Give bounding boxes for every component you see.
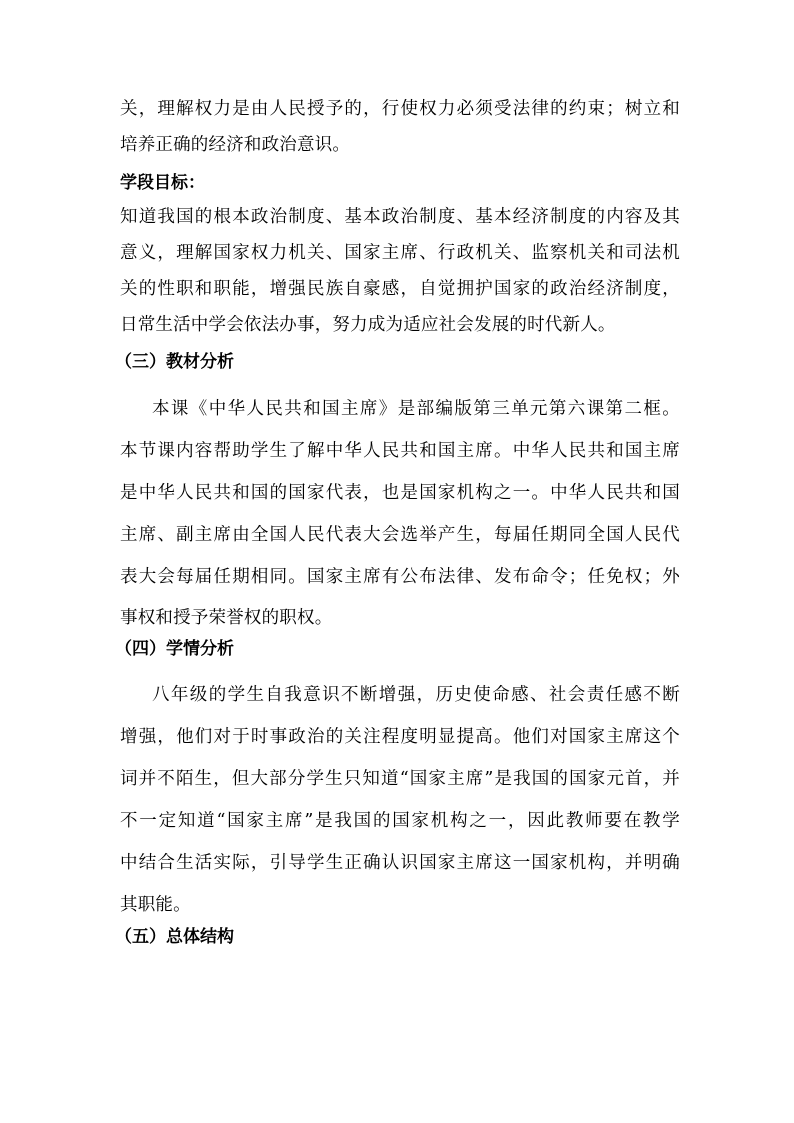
stage-goal-line-2: 意义，理解国家权力机关、国家主席、行政机关、监察机关和司法机 [120,243,680,263]
stage-goal-line-4: 日常生活中学会依法办事，努力成为适应社会发展的时代新人。 [120,315,616,335]
textbook-analysis-line-4: 主席、副主席由全国人民代表大会选举产生，每届任期同全国人民代 [120,525,680,545]
textbook-analysis-line-6: 事权和授予荣誉权的职权。 [120,608,333,628]
stage-goal-heading: 学段目标： [120,173,205,193]
textbook-analysis-line-1: 本课《中华人民共和国主席》是部编版第三单元第六课第二框。 [152,399,680,419]
stage-goal-line-3: 关的性职和职能，增强民族自豪感，自觉拥护国家的政治经济制度， [120,279,680,299]
section-heading-learner-analysis: （四）学情分析 [115,639,234,659]
stage-goal-line-1: 知道我国的根本政治制度、基本政治制度、基本经济制度的内容及其 [120,207,680,227]
learner-analysis-line-1: 八年级的学生自我意识不断增强，历史使命感、社会责任感不断 [152,685,680,705]
intro-line-1: 关，理解权力是由人民授予的，行使权力必须受法律的约束；树立和 [120,99,680,119]
textbook-analysis-line-3: 是中华人民共和国的国家代表，也是国家机构之一。中华人民共和国 [120,483,680,503]
textbook-analysis-line-2: 本节课内容帮助学生了解中华人民共和国主席。中华人民共和国主席 [120,441,680,461]
learner-analysis-line-6: 其职能。 [120,895,191,915]
learner-analysis-line-2: 增强，他们对于时事政治的关注程度明显提高。他们对国家主席这个 [120,727,680,747]
textbook-analysis-line-5: 表大会每届任期相同。国家主席有公布法律、发布命令；任免权；外 [120,567,680,587]
learner-analysis-line-5: 中结合生活实际，引导学生正确认识国家主席这一国家机构，并明确 [120,853,680,873]
section-heading-textbook-analysis: （三）教材分析 [115,352,234,372]
learner-analysis-line-3: 词并不陌生，但大部分学生只知道“国家主席”是我国的国家元首，并 [120,769,680,789]
section-heading-overall-structure: （五）总体结构 [115,927,234,947]
learner-analysis-line-4: 不一定知道“国家主席”是我国的国家机构之一，因此教师要在教学 [120,811,680,831]
intro-line-2: 培养正确的经济和政治意识。 [120,135,351,155]
